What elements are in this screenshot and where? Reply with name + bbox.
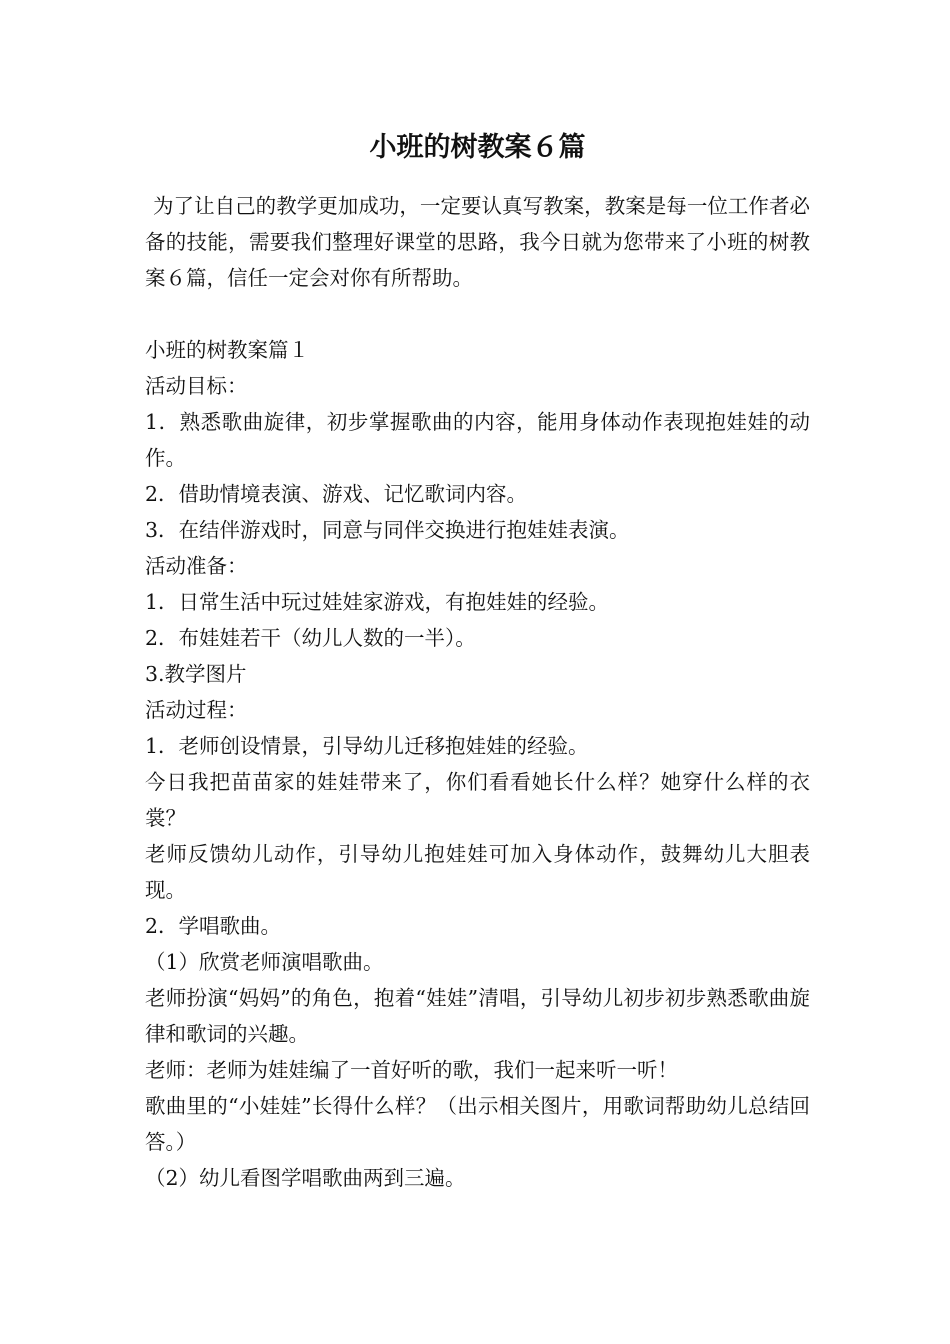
paragraph: 歌曲里的“小娃娃”长得什么样？（出示相关图片，用歌词帮助幼儿总结回答。）	[145, 1094, 810, 1154]
section-heading: 小班的树教案篇１	[145, 338, 309, 362]
paragraph: 今日我把苗苗家的娃娃带来了，你们看看她长什么样？她穿什么样的衣裳？	[145, 770, 810, 830]
list-item: 2．借助情境表演、游戏、记忆歌词内容。	[145, 482, 528, 506]
list-item: 1．老师创设情景，引导幼儿迁移抱娃娃的经验。	[145, 734, 589, 758]
list-item: 2．学唱歌曲。	[145, 914, 282, 938]
list-item: 1．日常生活中玩过娃娃家游戏，有抱娃娃的经验。	[145, 590, 610, 614]
list-item: 1．熟悉歌曲旋律，初步掌握歌曲的内容，能用身体动作表现抱娃娃的动作。	[145, 410, 810, 470]
sub-list-item: （2）幼儿看图学唱歌曲两到三遍。	[145, 1166, 466, 1190]
list-item: 3.教学图片	[145, 662, 247, 686]
document-body	[145, 128, 810, 1196]
subsection-label: 活动过程：	[145, 698, 248, 722]
paragraph: 老师扮演“妈妈”的角色，抱着“娃娃”清唱，引导幼儿初步初步熟悉歌曲旋律和歌词的兴趣。	[145, 986, 810, 1046]
sub-list-item: （1）欣赏老师演唱歌曲。	[145, 950, 384, 974]
paragraph: 老师反馈幼儿动作，引导幼儿抱娃娃可加入身体动作，鼓舞幼儿大胆表现。	[145, 842, 810, 902]
subsection-label: 活动准备：	[145, 554, 248, 578]
list-item: 2．布娃娃若干（幼儿人数的一半）。	[145, 626, 476, 650]
paragraph: 老师：老师为娃娃编了一首好听的歌，我们一起来听一听！	[145, 1058, 678, 1082]
document-title: 小班的树教案６篇	[369, 132, 586, 163]
intro-paragraph: 为了让自己的教学更加成功，一定要认真写教案，教案是每一位工作者必备的技能，需要我们整理好课堂的思路，我今日就为您带来了小班的树教案６篇，信任一定会对你有所帮助。	[145, 194, 810, 290]
subsection-label: 活动目标：	[145, 374, 248, 398]
list-item: 3．在结伴游戏时，同意与同伴交换进行抱娃娃表演。	[145, 518, 630, 542]
